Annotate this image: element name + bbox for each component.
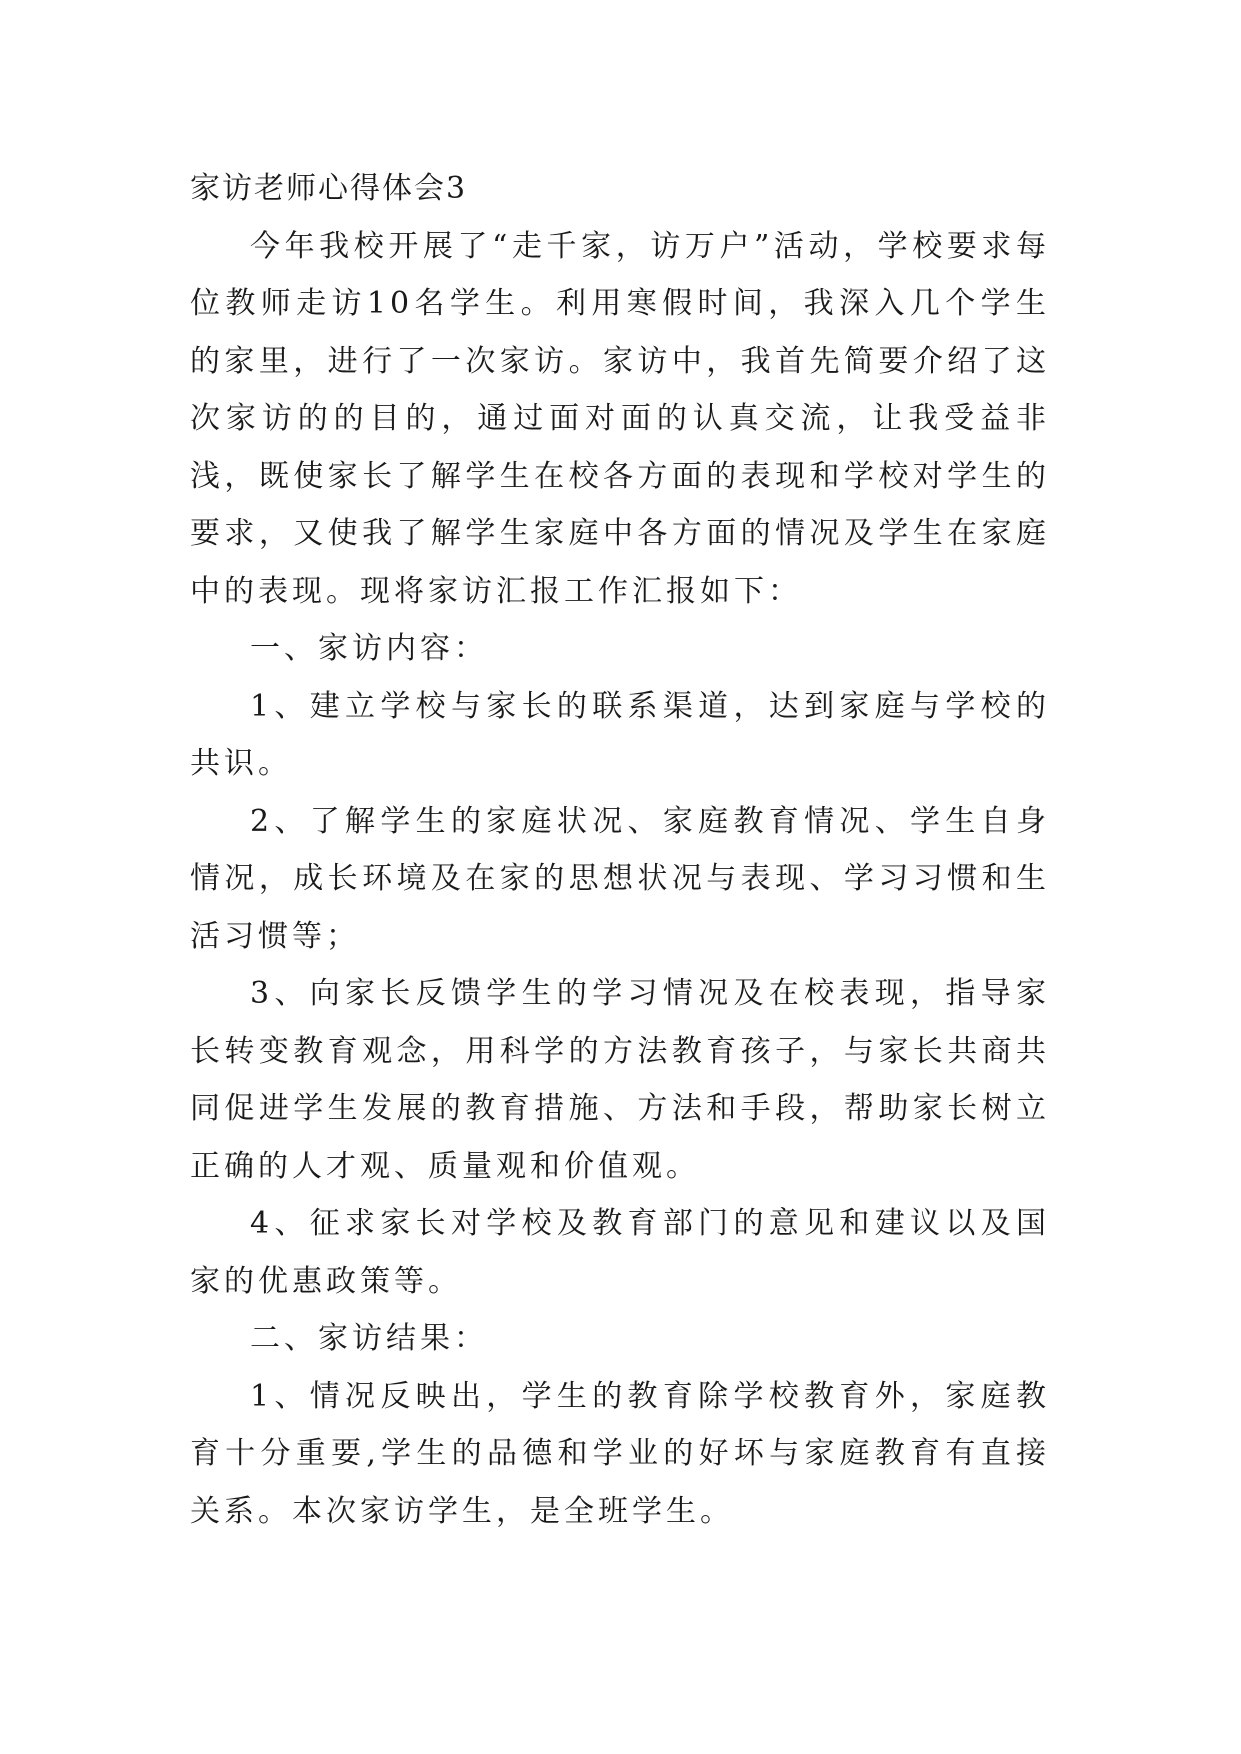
content-item-4: 4、征求家长对学校及教育部门的意见和建议以及国家的优惠政策等。: [190, 1206, 1050, 1299]
section-heading-content: 一、家访内容：: [250, 631, 488, 666]
document-title: 家访老师心得体会3: [190, 171, 468, 206]
section-heading-results: 二、家访结果：: [250, 1321, 488, 1356]
result-item-1: 1、情况反映出，学生的教育除学校教育外，家庭教育十分重要,学生的品德和学业的好坏与家庭教育有直接关系。本次家访学生，是全班学生。: [190, 1378, 1050, 1529]
content-item-2: 2、了解学生的家庭状况、家庭教育情况、学生自身情况，成长环境及在家的思想状况与表现、学习习惯和生活习惯等；: [190, 803, 1050, 954]
content-item-1: 1、建立学校与家长的联系渠道，达到家庭与学校的共识。: [190, 688, 1050, 781]
paragraph-intro: 今年我校开展了“走千家，访万户”活动，学校要求每位教师走访10名学生。利用寒假时间，我深入几个学生的家里，进行了一次家访。家访中，我首先简要介绍了这次家访的的目的，通过面对面的认真交流，让我受益非浅，既使家长了解学生在校各方面的表现和学校对学生的要求，又使我了解学生家庭中各方面的情况及学生在家庭中的表现。现将家访汇报工作汇报如下：: [190, 228, 1050, 609]
document-body: [190, 160, 1050, 1540]
content-item-3: 3、向家长反馈学生的学习情况及在校表现，指导家长转变教育观念，用科学的方法教育孩子，与家长共商共同促进学生发展的教育措施、方法和手段，帮助家长树立正确的人才观、质量观和价值观。: [190, 976, 1050, 1184]
